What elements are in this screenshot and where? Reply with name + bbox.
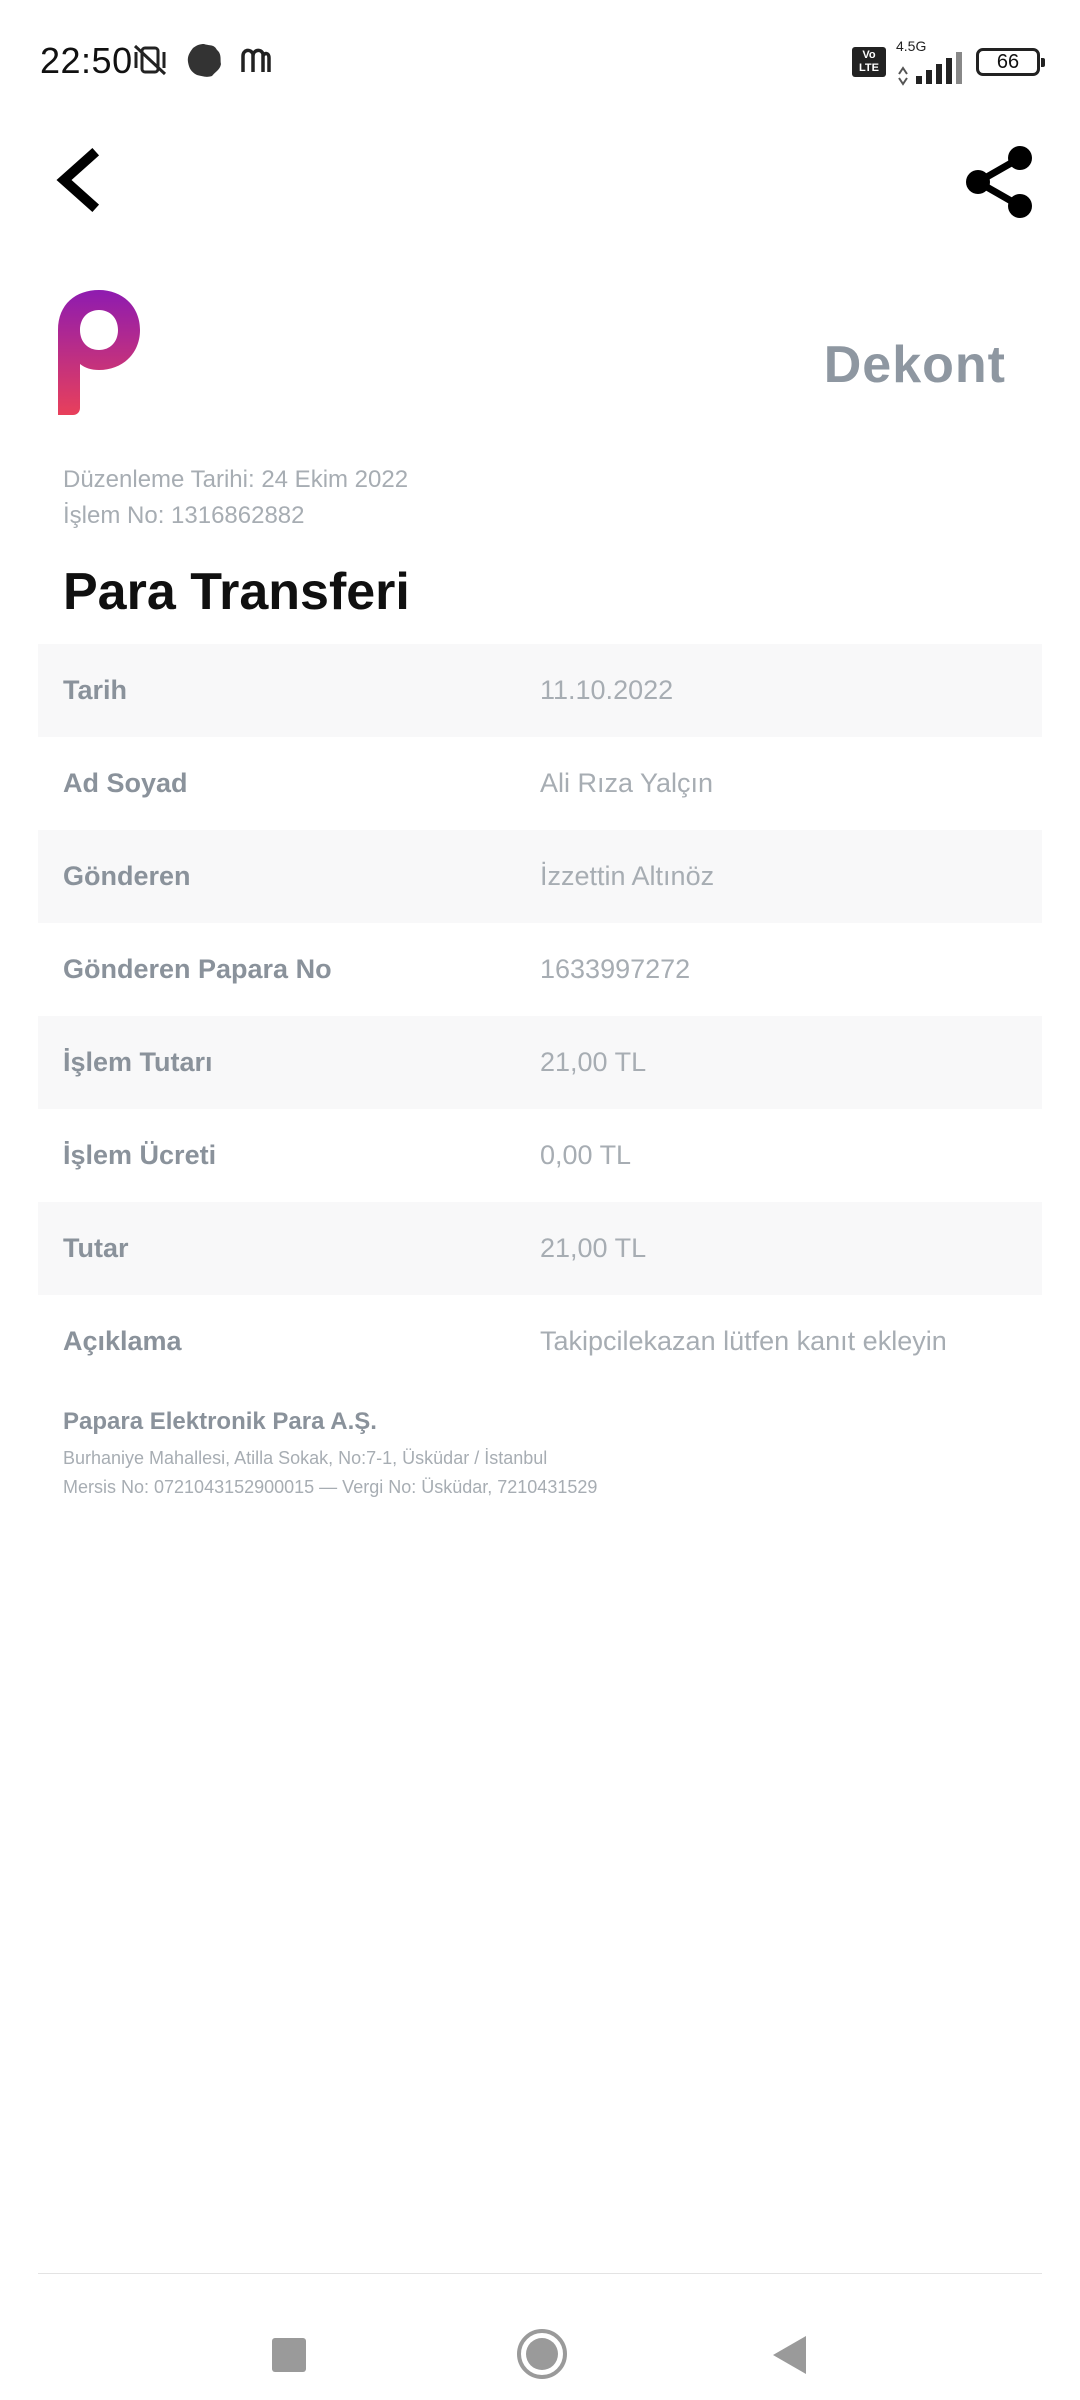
company-address: Burhaniye Mahallesi, Atilla Sokak, No:7-1, Üsküdar / İstanbul [63,1448,548,1468]
back-button[interactable] [50,145,110,215]
battery-indicator: 66 [976,48,1040,76]
detail-row-description [38,1295,1042,1388]
row-label: Gönderen [63,861,191,891]
row-label: İşlem Ücreti [63,1140,217,1170]
issue-date: Düzenleme Tarihi: 24 Ekim 2022 [63,466,409,493]
transaction-number: İşlem No: 1316862882 [63,502,305,529]
row-label: İşlem Tutarı [63,1047,213,1077]
share-button[interactable] [960,142,1040,222]
document-title: Dekont [823,336,1006,394]
network-indicator [896,38,966,80]
row-value: 0,00 TL [540,1140,632,1170]
row-value: 11.10.2022 [540,675,674,705]
row-label: Ad Soyad [63,768,188,798]
detail-row-transaction-amount [38,1016,1042,1109]
row-value: Takipcilekazan lütfen kanıt ekleyin [540,1326,947,1356]
recents-square-icon[interactable] [272,2338,306,2372]
detail-row-sender [38,830,1042,923]
row-label: Tarih [63,675,128,705]
row-value: İzzettin Altınöz [540,861,715,891]
company-info [63,1408,597,1502]
papara-logo-icon [58,290,140,415]
detail-row-sender-papara-no [38,923,1042,1016]
signal-bars-icon [896,50,966,86]
row-value: Ali Rıza Yalçın [540,768,714,798]
row-value: 1633997272 [540,954,691,984]
row-value: 21,00 TL [540,1047,647,1077]
detail-row-transaction-fee [38,1109,1042,1202]
status-time: 22:50 [40,40,133,81]
home-circle-icon[interactable] [516,2328,568,2380]
back-triangle-icon[interactable] [770,2334,810,2376]
status-icons-right [852,38,1040,80]
m-app-icon [238,42,274,78]
detail-row-recipient [38,737,1042,830]
receipt-details-table [38,644,1042,1388]
detail-row-total [38,1202,1042,1295]
system-nav-bar [0,2274,1080,2400]
share-icon [960,142,1040,222]
volte-badge: Vo LTE [852,47,886,77]
company-registry: Mersis No: 0721043152900015 — Vergi No: Üsküdar, 7210431529 [63,1477,598,1497]
row-value: 21,00 TL [540,1233,647,1263]
status-bar [0,0,1080,130]
network-type-label: 4.5G [896,38,927,54]
status-icons-left [130,40,274,80]
notification-blob-icon [184,40,224,80]
section-title: Para Transferi [63,563,410,621]
company-name: Papara Elektronik Para A.Ş. [63,1408,377,1435]
receipt-meta [63,462,408,534]
row-label: Gönderen Papara No [63,954,332,984]
row-label: Açıklama [63,1326,182,1356]
chevron-left-icon [50,145,110,215]
detail-row-date [38,644,1042,737]
mute-vibrate-icon [130,40,170,80]
row-label: Tutar [63,1233,129,1263]
